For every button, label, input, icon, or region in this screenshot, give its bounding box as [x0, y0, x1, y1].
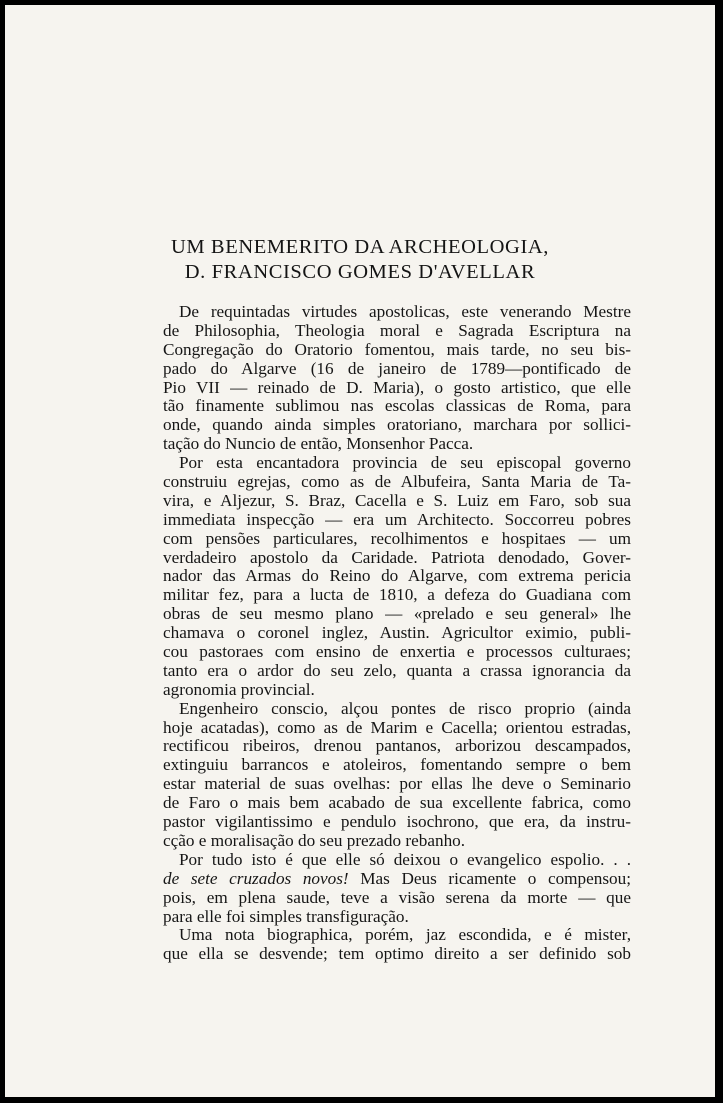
text-line: de Philosophia, Theologia moral e Sagrada Escriptura na [163, 320, 631, 340]
text-line: hoje acatadas), como as de Marim e Cacella; orientou estradas, [163, 717, 631, 737]
text-line: Por esta encantadora provincia de seu episcopal governo [179, 453, 631, 473]
text-line: pois, em plena saude, teve a visão serena da morte — que [163, 887, 631, 907]
text-line: pado do Algarve (16 de janeiro de 1789—pontificado de [163, 358, 631, 378]
italic-phrase: de sete cruzados novos! [163, 868, 349, 888]
article-title [5, 235, 715, 285]
text-line: Engenheiro conscio, alçou pontes de risco proprio (ainda [179, 698, 631, 718]
text-line: obras de seu mesmo plano — «prelado e seu general» lhe [163, 604, 631, 624]
text-line: construiu egrejas, como as de Albufeira, Santa Maria de Ta- [163, 472, 631, 492]
title-line: D. FRANCISCO GOMES D'AVELLAR [184, 261, 536, 283]
text-line: rectificou ribeiros, drenou pantanos, arborizou descampados, [163, 736, 631, 756]
text-line: onde, quando ainda simples oratoriano, marchara por sollici- [163, 415, 631, 435]
text-line: verdadeiro apostolo da Caridade. Patriota denodado, Gover- [163, 547, 631, 567]
article-body [163, 303, 631, 964]
title-line: UM BENEMERITO DA ARCHEOLOGIA, [170, 236, 550, 258]
paragraph [163, 303, 631, 454]
text-line: Uma nota biographica, porém, jaz escondida, e é mister, [179, 925, 631, 945]
text-line: tanto era o ardor do seu zelo, quanta a crassa ignorancia da [163, 660, 631, 680]
text-line: estar material de suas ovelhas: por ellas lhe deve o Seminario [163, 774, 631, 794]
paragraph [163, 454, 631, 700]
paragraph [163, 926, 631, 964]
text-line: immediata inspecção — era um Architecto. Soccorreu pobres [163, 509, 631, 529]
text-line: chamava o coronel inglez, Austin. Agricultor eximio, publi- [163, 623, 631, 643]
text-line: militar fez, para a lucta de 1810, a defeza do Guadiana com [163, 585, 631, 605]
text-line: Pio VII — reinado de D. Maria), o gosto artistico, que elle [163, 377, 631, 397]
line-continuation: Mas Deus ricamente o compensou; [348, 868, 632, 888]
text-line: pastor vigilantissimo e pendulo isochrono, que era, da instru- [163, 812, 631, 832]
text-line: vira, e Aljezur, S. Braz, Cacella e S. Luiz em Faro, sob sua [163, 490, 631, 510]
text-line: para elle foi simples transfiguração. [163, 906, 409, 926]
text-line: Congregação do Oratorio fomentou, mais tarde, no seu bis- [163, 339, 631, 359]
text-line: De requintadas virtudes apostolicas, este venerando Mestre [179, 302, 631, 321]
text-line: cção e moralisação do seu prezado rebanho. [163, 830, 466, 850]
text-line: agronomia provincial. [163, 679, 315, 699]
text-line-mixed [163, 870, 631, 889]
text-line: extinguiu barrancos e atoleiros, fomentando sempre o bem [163, 755, 631, 775]
document-page [5, 5, 715, 1097]
text-line: tação do Nuncio de então, Monsenhor Pacca. [163, 434, 474, 454]
text-line: de Faro o mais bem acabado de sua excellente fabrica, como [163, 793, 631, 813]
text-line: cou pastoraes com ensino de enxertia e processos culturaes; [163, 642, 631, 662]
text-line: Por tudo isto é que elle só deixou o evangelico espolio. . . [179, 849, 631, 869]
paragraph [163, 700, 631, 851]
text-line: que ella se desvende; tem optimo direito a ser definido sob [163, 944, 631, 964]
text-line: nador das Armas do Reino do Algarve, com extrema pericia [163, 566, 631, 586]
text-line: tão finamente sublimou nas escolas classicas de Roma, para [163, 396, 631, 416]
text-line: com pensões particulares, recolhimentos e hospitaes — um [163, 528, 631, 548]
paragraph [163, 851, 631, 927]
